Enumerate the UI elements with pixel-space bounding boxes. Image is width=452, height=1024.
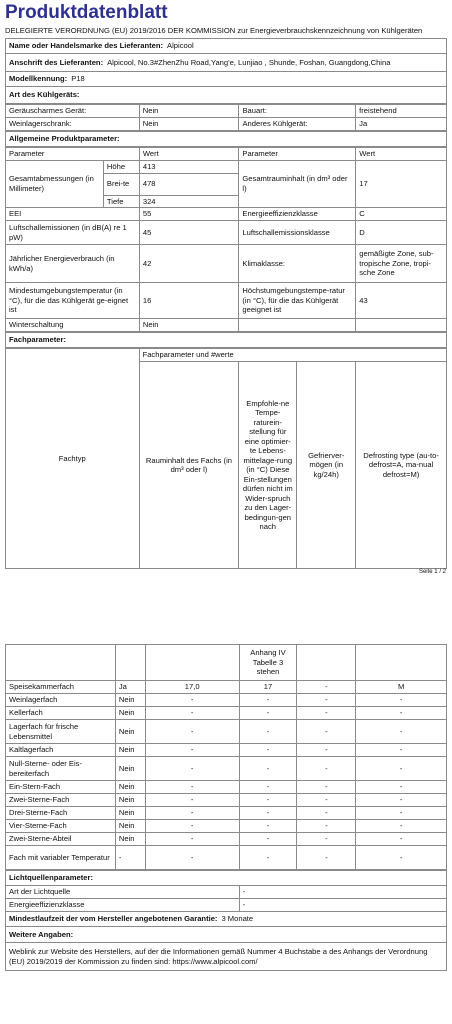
type-heading: Art des Kühlgeräts:	[6, 87, 447, 104]
fach-volume: -	[145, 794, 239, 807]
fach-freeze: -	[297, 833, 356, 846]
page-number: Seite 1 / 2	[418, 569, 446, 575]
fach-present: Ja	[115, 681, 145, 694]
fach-present: Nein	[115, 781, 145, 794]
fach-name: Null-Sterne- oder Eis-bereiterfach	[6, 757, 116, 781]
fach-defrost: -	[356, 846, 447, 870]
further-heading: Weitere Angaben:	[6, 927, 447, 943]
type-row: Geräuscharmes Gerät: Nein Bauart: freistehend	[6, 105, 447, 118]
col-temp: Empfohle-ne Tempe-raturein-stellung für eine optimier-te Lebens-mittelage-rung (in °C) Diese Ein-stellungen dürfen nicht im Wider-spruch zu den Lager-bedingun-gen nach	[239, 362, 297, 569]
fach-present: Nein	[115, 694, 145, 707]
fach-defrost: -	[356, 833, 447, 846]
fach-freeze: -	[297, 694, 356, 707]
fach-volume: -	[145, 757, 239, 781]
fach-heading-table	[5, 332, 447, 348]
fach-defrost: -	[356, 781, 447, 794]
col-freeze: Gefrierver-mögen (in kg/24h)	[297, 362, 356, 569]
fach-header-table	[5, 348, 447, 569]
fach-row	[6, 807, 447, 820]
further-text: Weblink zur Website des Herstellers, auf der die Informationen gemäß Nummer 4 Buchstabe a des Anhangs der Verordnung (EU) 2019/2019 der Kommission zu finden sind: https://www.alpicool.com/	[6, 943, 447, 971]
fach-volume: -	[145, 720, 239, 744]
fach-volume: -	[145, 833, 239, 846]
fach-volume: -	[145, 707, 239, 720]
fach-temp: -	[239, 694, 297, 707]
fach-volume: 17,0	[145, 681, 239, 694]
fach-present: Nein	[115, 744, 145, 757]
fach-temp: -	[239, 794, 297, 807]
light-row: Energieeffizienzklasse -	[6, 899, 447, 912]
fach-defrost: -	[356, 694, 447, 707]
supplier-table	[5, 38, 447, 104]
general-heading-table	[5, 131, 447, 147]
address-row: Anschrift des Lieferanten: Alpicool, No.3#ZhenZhu Road,Yang'e, Lunjiao , Shunde, Foshan, Guangdong,China	[6, 54, 447, 72]
fach-volume: -	[145, 846, 239, 870]
type-table	[5, 104, 447, 131]
dim-label: Höhe	[103, 160, 139, 173]
fach-defrost: M	[356, 681, 447, 694]
fach-row	[6, 833, 447, 846]
fach-name: Vier-Sterne-Fach	[6, 820, 116, 833]
page-title: Produktdatenblatt	[5, 2, 168, 23]
fach-volume: -	[145, 820, 239, 833]
fach-volume: -	[145, 807, 239, 820]
col-temp-cont: Anhang IV Tabelle 3 stehen	[239, 645, 297, 681]
fach-group-header: Fachparameter und #werte	[139, 349, 446, 362]
fach-row	[6, 781, 447, 794]
dim-value: 413	[139, 160, 239, 173]
fach-row	[6, 794, 447, 807]
dim-value: 478	[139, 173, 239, 195]
fach-row	[6, 681, 447, 694]
dim-label: Brei-te	[103, 173, 139, 195]
fach-name: Speisekammerfach	[6, 681, 116, 694]
fach-volume: -	[145, 694, 239, 707]
regulation-text: DELEGIERTE VERORDNUNG (EU) 2019/2016 DER KOMMISSION zur Energieverbrauchskennzeichnung von Kühlgeräten	[5, 26, 423, 35]
light-row: Art der Lichtquelle -	[6, 886, 447, 899]
fach-defrost: -	[356, 807, 447, 820]
volume-value: 17	[356, 160, 447, 208]
fach-freeze: -	[297, 781, 356, 794]
fach-present: Nein	[115, 833, 145, 846]
fach-name: Lagerfach für frische Lebensmittel	[6, 720, 116, 744]
fach-temp: -	[239, 707, 297, 720]
col-defrost: Defrosting type (au-to-defrost=A, ma-nual defrost=M)	[356, 362, 447, 569]
fach-temp: -	[239, 833, 297, 846]
fach-freeze: -	[297, 820, 356, 833]
fach-temp: 17	[239, 681, 297, 694]
light-heading: Lichtquellenparameter:	[6, 871, 447, 886]
fach-name: Kellerfach	[6, 707, 116, 720]
fach-temp: -	[239, 720, 297, 744]
fach-freeze: -	[297, 707, 356, 720]
type-row: Weinlagerschrank: Nein Anderes Kühlgerät: Ja	[6, 118, 447, 131]
fach-row	[6, 694, 447, 707]
fach-name: Fach mit variabler Temperatur	[6, 846, 116, 870]
fach-present: Nein	[115, 720, 145, 744]
general-row: Mindestumgebungstemperatur (in °C), für die das Kühlgerät ge-eignet ist 16 Höchstumgebungstempe-ratur (in °C), für die das Kühlgerät geeignet ist 43	[6, 283, 447, 319]
model-value: P18	[71, 74, 85, 84]
fach-row	[6, 757, 447, 781]
general-row: EEI 55 Energieeffizienzklasse C	[6, 208, 447, 221]
dims-label: Gesamtabmessungen (in Millimeter)	[6, 160, 104, 208]
warranty-row: Mindestlaufzeit der vom Hersteller angebotenen Garantie: 3 Monate	[6, 912, 447, 927]
fach-row	[6, 846, 447, 870]
fach-present: Nein	[115, 757, 145, 781]
fach-heading: Fachparameter:	[6, 333, 447, 348]
fach-freeze: -	[297, 720, 356, 744]
fach-defrost: -	[356, 794, 447, 807]
fach-present: Nein	[115, 794, 145, 807]
fach-temp: -	[239, 846, 297, 870]
fach-row	[6, 720, 447, 744]
fach-name: Zwei-Sterne-Fach	[6, 794, 116, 807]
model-row: Modellkennung: P18	[6, 72, 447, 87]
general-table	[5, 147, 447, 332]
fach-present: Nein	[115, 820, 145, 833]
general-heading: Allgemeine Produktparameter:	[6, 132, 447, 147]
dim-label: Tiefe	[103, 195, 139, 208]
fach-table	[5, 644, 447, 870]
fach-defrost: -	[356, 707, 447, 720]
fach-temp: -	[239, 807, 297, 820]
fach-name: Kaltlagerfach	[6, 744, 116, 757]
fach-temp: -	[239, 744, 297, 757]
dim-value: 324	[139, 195, 239, 208]
fach-name: Drei-Sterne-Fach	[6, 807, 116, 820]
fach-volume: -	[145, 744, 239, 757]
fach-volume: -	[145, 781, 239, 794]
fach-name: Ein-Stern-Fach	[6, 781, 116, 794]
light-table	[5, 870, 447, 971]
fach-present: -	[115, 846, 145, 870]
supplier-row: Name oder Handelsmarke des Lieferanten: Alpicool	[6, 39, 447, 54]
general-header-row: Parameter Wert Parameter Wert	[6, 148, 447, 161]
fach-name: Zwei-Sterne-Abteil	[6, 833, 116, 846]
fach-temp: -	[239, 820, 297, 833]
volume-label: Gesamtrauminhalt (in dm³ oder l)	[239, 160, 356, 208]
page-gap	[0, 575, 452, 644]
general-row: Winterschaltung Nein	[6, 319, 447, 332]
fach-freeze: -	[297, 757, 356, 781]
fach-row	[6, 707, 447, 720]
col-volume: Rauminhalt des Fachs (in dm³ oder l)	[139, 362, 239, 569]
fach-row	[6, 744, 447, 757]
fach-temp: -	[239, 757, 297, 781]
fach-freeze: -	[297, 846, 356, 870]
fach-row	[6, 820, 447, 833]
general-row: Jährlicher Energieverbrauch (in kWh/a) 42 Klimaklasse: gemäßigte Zone, sub-tropische Zone, tropi-sche Zone	[6, 245, 447, 283]
supplier-value: Alpicool	[167, 41, 194, 51]
fach-present: Nein	[115, 707, 145, 720]
warranty-value: 3 Monate	[221, 914, 254, 924]
col-fachtyp: Fachtyp	[6, 349, 140, 569]
fach-freeze: -	[297, 744, 356, 757]
address-value: Alpicool, No.3#ZhenZhu Road,Yang'e, Lunjiao , Shunde, Foshan, Guangdong,China	[107, 57, 391, 67]
fach-temp: -	[239, 781, 297, 794]
fach-defrost: -	[356, 720, 447, 744]
fach-freeze: -	[297, 807, 356, 820]
fach-name: Weinlagerfach	[6, 694, 116, 707]
fach-rows	[6, 681, 447, 870]
general-row: Luftschallemissionen (in dB(A) re 1 pW) 45 Luftschallemissionsklasse D	[6, 221, 447, 245]
fach-defrost: -	[356, 744, 447, 757]
fach-present: Nein	[115, 807, 145, 820]
fach-defrost: -	[356, 757, 447, 781]
fach-defrost: -	[356, 820, 447, 833]
fach-freeze: -	[297, 794, 356, 807]
fach-freeze: -	[297, 681, 356, 694]
